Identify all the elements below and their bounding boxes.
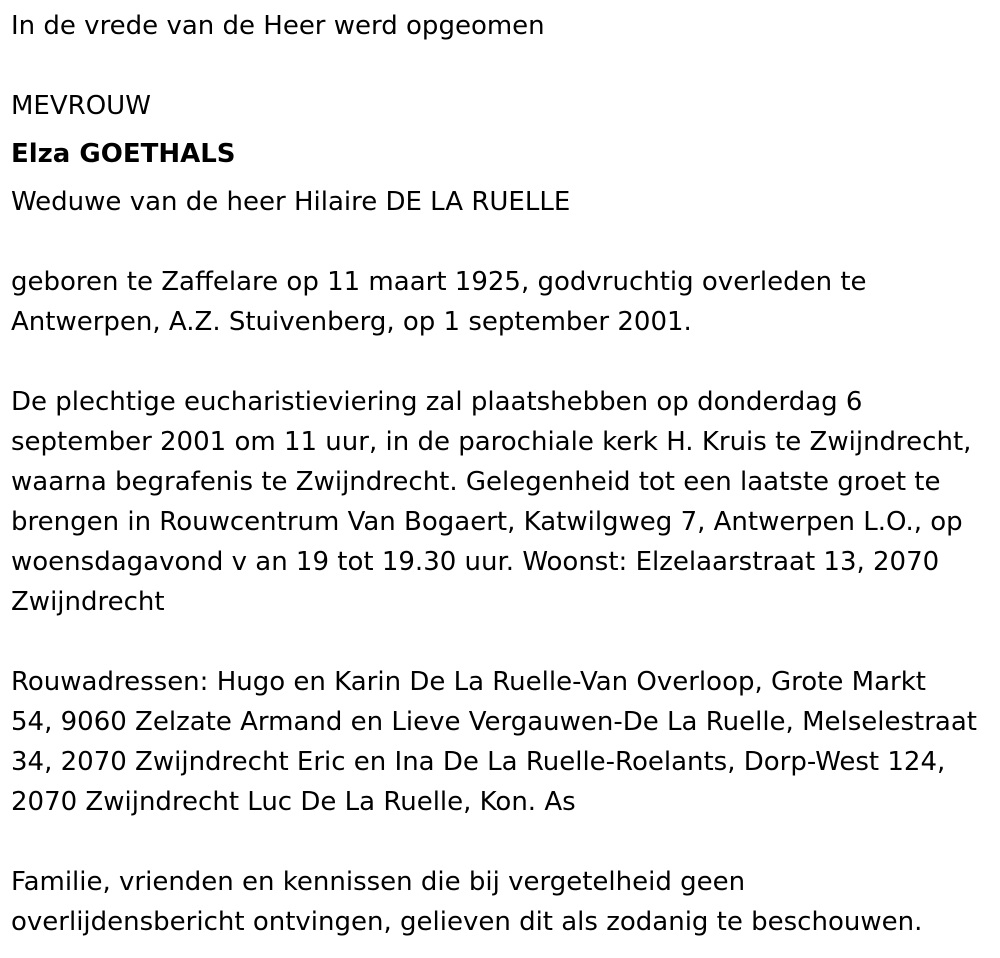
deceased-name: Elza GOETHALS [11, 139, 236, 169]
paragraph-line: geboren te Zaffelare op 11 maart 1925, godvruchtig overleden te [11, 267, 867, 297]
intro-text: In de vrede van de Heer werd opgeomen [11, 11, 545, 41]
paragraph-line: 34, 2070 Zwijndrecht Eric en Ina De La Ruelle-Roelants, Dorp-West 124, [11, 747, 946, 777]
service-paragraph [11, 382, 971, 622]
closing-paragraph [11, 862, 922, 942]
paragraph-line: De plechtige eucharistieviering zal plaatshebben op donderdag 6 [11, 387, 863, 417]
paragraph-line: brengen in Rouwcentrum Van Bogaert, Katwilgweg 7, Antwerpen L.O., op [11, 507, 963, 537]
paragraph-line: Antwerpen, A.Z. Stuivenberg, op 1 september 2001. [11, 307, 692, 337]
paragraph-line: woensdagavond v an 19 tot 19.30 uur. Woonst: Elzelaarstraat 13, 2070 [11, 547, 940, 577]
paragraph-line: 54, 9060 Zelzate Armand en Lieve Vergauwen-De La Ruelle, Melselestraat [11, 707, 977, 737]
widow-of-text: Weduwe van de heer Hilaire DE LA RUELLE [11, 187, 571, 217]
paragraph-line: 2070 Zwijndrecht Luc De La Ruelle, Kon. As [11, 787, 576, 817]
mourning-addresses-paragraph [11, 662, 977, 822]
paragraph-line: september 2001 om 11 uur, in de parochiale kerk H. Kruis te Zwijndrecht, [11, 427, 972, 457]
paragraph-line: Rouwadressen: Hugo en Karin De La Ruelle-Van Overloop, Grote Markt [11, 667, 926, 697]
paragraph-line: Zwijndrecht [11, 587, 165, 617]
birth-death-paragraph [11, 262, 867, 342]
paragraph-line: Familie, vrienden en kennissen die bij vergetelheid geen [11, 867, 746, 897]
paragraph-line: overlijdensbericht ontvingen, gelieven dit als zodanig te beschouwen. [11, 907, 923, 937]
paragraph-line: waarna begrafenis te Zwijndrecht. Gelegenheid tot een laatste groet te [11, 467, 941, 497]
honorific-title: MEVROUW [11, 91, 151, 121]
